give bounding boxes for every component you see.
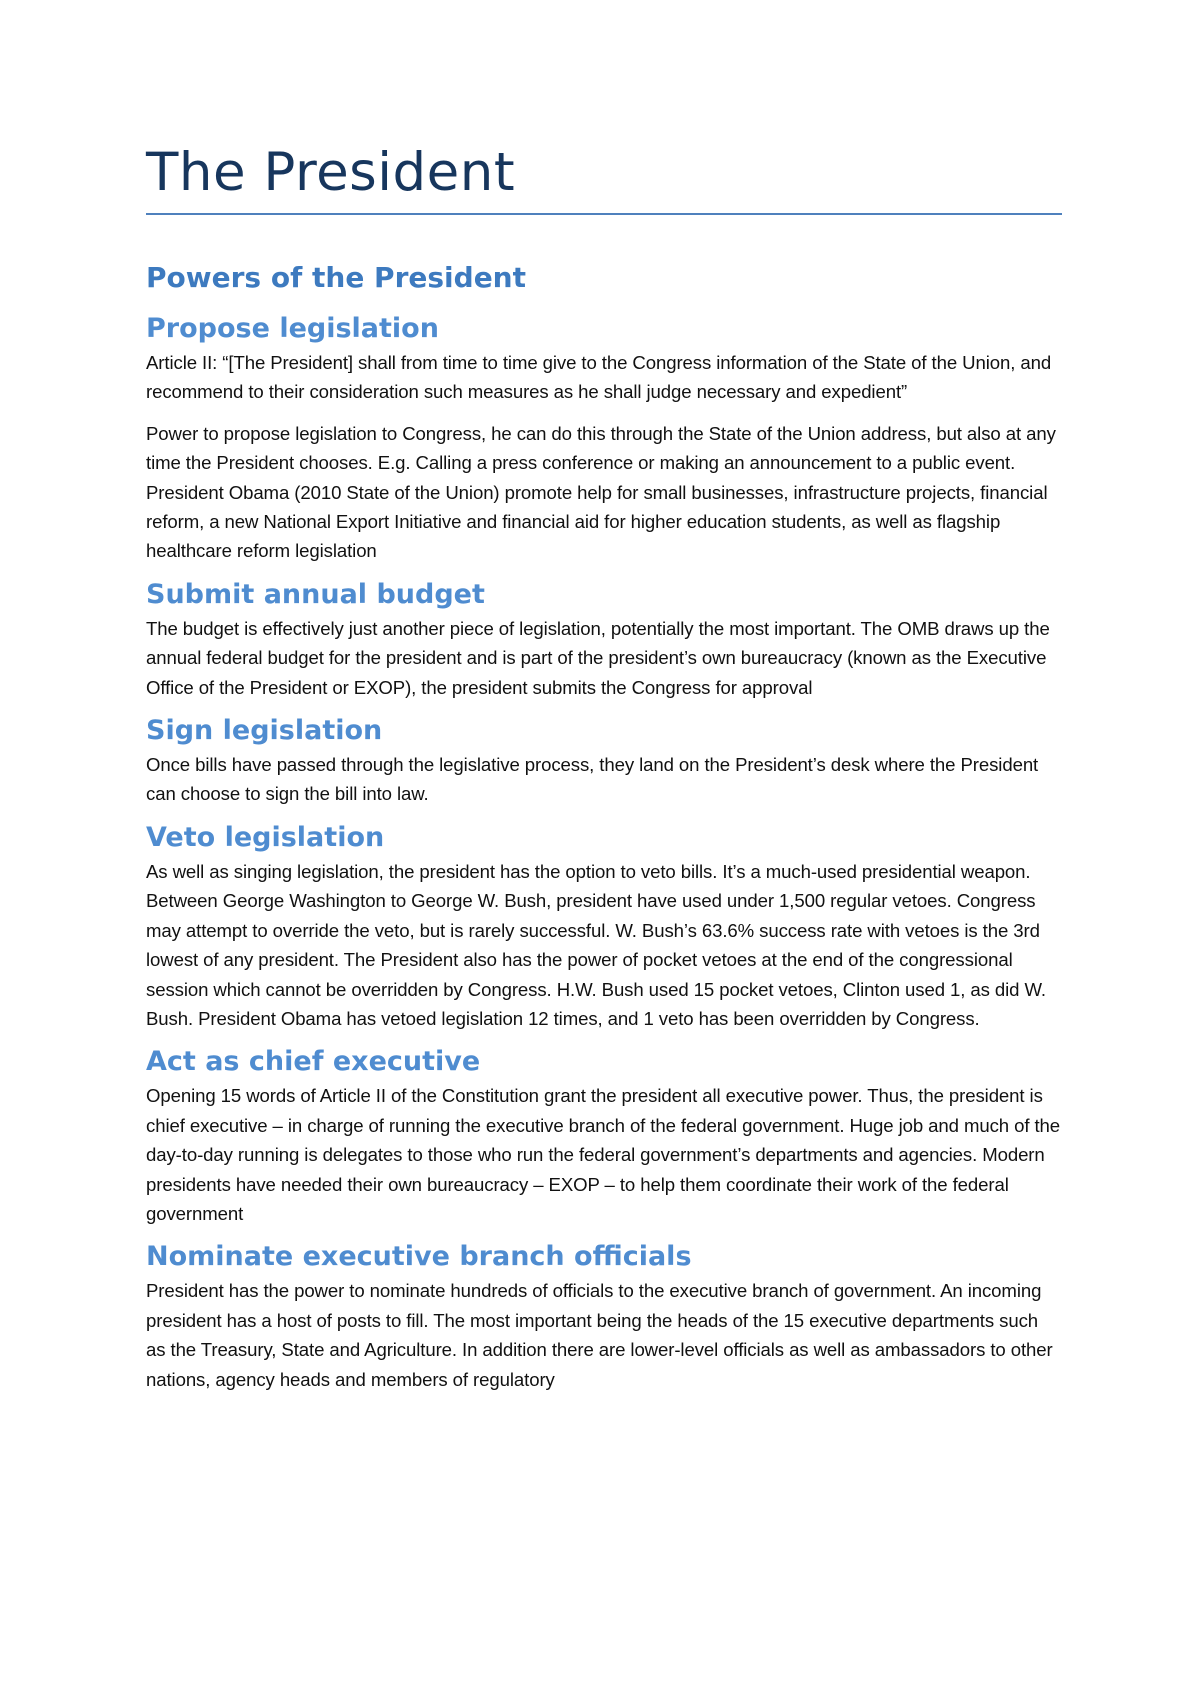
section-propose-legislation (146, 312, 1062, 566)
subheading-veto-legislation: Veto legislation (146, 821, 385, 853)
paragraph: As well as singing legislation, the president has the option to veto bills. It’s a much-used presidential weapon. Between George Washington to George W. Bush, president have used under 1,500 regular vetoes. Congress may attempt to override the veto, but is rarely successful. W. Bush’s 63.6% success rate with vetoes is the 3rd lowest of any president. The President also has the power of pocket vetoes at the end of the congressional session which cannot be overridden by Congress. H.W. Bush used 15 pocket vetoes, Clinton used 1, as did W. Bush. President Obama has vetoed legislation 12 times, and 1 veto has been overridden by Congress. (146, 860, 1046, 1029)
paragraph: Power to propose legislation to Congress, he can do this through the State of the Union address, but also at any time the President chooses. E.g. Calling a press conference or making an announcement to a public event. President Obama (2010 State of the Union) promote help for small businesses, infrastructure projects, financial reform, a new National Export Initiative and financial aid for higher education students, as well as flagship healthcare reform legislation (146, 422, 1056, 562)
title-divider (146, 213, 1062, 215)
section-submit-annual-budget (146, 578, 1062, 702)
section-heading-powers: Powers of the President (146, 261, 526, 294)
section-sign-legislation (146, 714, 1062, 809)
section-veto-legislation (146, 821, 1062, 1033)
paragraph: Opening 15 words of Article II of the Constitution grant the president all executive power. Thus, the president is chief executive – in charge of running the executive branch of the federal government. Huge job and much of the day-to-day running is delegates to those who run the federal government’s departments and agencies. Modern presidents have needed their own bureaucracy – EXOP – to help them coordinate their work of the federal government (146, 1085, 1061, 1224)
paragraph: Article II: “[The President] shall from time to time give to the Congress information of the State of the Union, and recommend to their consideration such measures as he shall judge necessary and expedient” (146, 352, 1052, 403)
section-act-as-chief-executive (146, 1045, 1062, 1228)
subheading-propose-legislation: Propose legislation (146, 313, 439, 344)
subheading-nominate-officials: Nominate executive branch officials (146, 1241, 692, 1273)
subheading-act-as-chief-executive: Act as chief executive (146, 1046, 481, 1078)
paragraph: Once bills have passed through the legislative process, they land on the President’s desk where the President can choose to sign the bill into law. (146, 754, 1039, 805)
document-body (146, 260, 1062, 1406)
document-title: The President (146, 142, 516, 203)
section-nominate-officials (146, 1240, 1062, 1394)
subheading-sign-legislation: Sign legislation (146, 715, 383, 747)
paragraph: President has the power to nominate hundreds of officials to the executive branch of government. An incoming president has a host of posts to fill. The most important being the heads of the 15 executive departments such as the Treasury, State and Agriculture. In addition there are lower-level officials as well as ambassadors to other nations, agency heads and members of regulatory (146, 1280, 1053, 1390)
subheading-submit-annual-budget: Submit annual budget (146, 578, 485, 610)
paragraph: The budget is effectively just another piece of legislation, potentially the most important. The OMB draws up the annual federal budget for the president and is part of the president’s own bureaucracy (known as the Executive Office of the President or EXOP), the president submits the Congress for approval (146, 617, 1050, 698)
